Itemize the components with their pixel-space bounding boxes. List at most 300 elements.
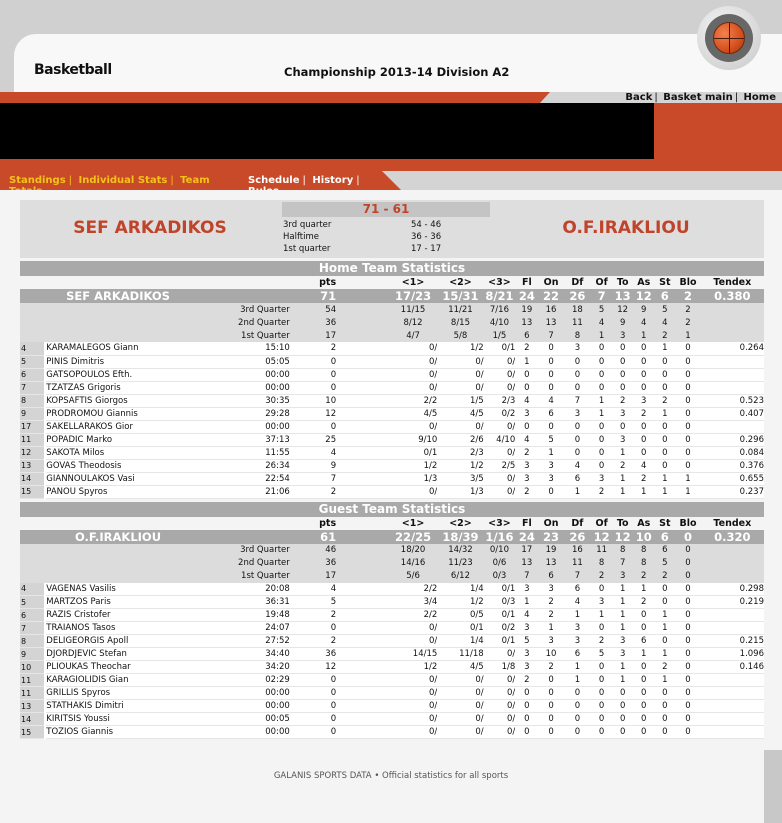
player-minutes: 00:00	[216, 368, 290, 381]
player-number: 14	[20, 472, 45, 485]
banner-accent	[654, 103, 782, 159]
player-stat: 4	[564, 596, 591, 609]
player-stat: 2/3	[437, 446, 483, 459]
player-name[interactable]: KOPSAFTIS Giorgos	[45, 394, 216, 407]
player-stat: 6	[633, 635, 654, 648]
quarter-value: 36	[290, 557, 336, 570]
team-total-value: 71	[290, 289, 336, 303]
player-stat: 2/5	[484, 459, 516, 472]
player-stat: 0	[675, 622, 700, 635]
quarter-summary-row	[20, 544, 764, 557]
player-stat: 6	[564, 472, 591, 485]
player-stat: 2	[290, 609, 336, 622]
quarter-value: 7	[538, 329, 563, 342]
home-link[interactable]: Home	[743, 92, 776, 103]
player-stat	[701, 381, 764, 394]
player-stat: 0/1	[389, 446, 437, 459]
player-name[interactable]: TOZIOS Giannis	[45, 726, 216, 739]
player-stat: 0	[591, 622, 612, 635]
column-header: Of	[591, 276, 612, 289]
quarter-value: 46	[290, 544, 336, 557]
player-stat: 1	[654, 609, 675, 622]
player-name[interactable]: VAGENAS Vasilis	[45, 583, 216, 596]
quarter-label: 2nd Quarter	[45, 557, 289, 570]
player-stat: 0.084	[701, 446, 764, 459]
team-total-value: 12	[612, 530, 633, 544]
quarter-value: 2	[633, 570, 654, 583]
player-name[interactable]: GATSOPOULOS Efth.	[45, 368, 216, 381]
player-stat: 0	[591, 368, 612, 381]
player-stat: 9/10	[389, 433, 437, 446]
player-row[interactable]	[20, 583, 764, 596]
player-stat: 0	[633, 700, 654, 713]
team-total-value: 22/25	[389, 530, 437, 544]
player-stat: 2	[591, 635, 612, 648]
team-total-row	[20, 289, 764, 303]
player-stat: 0/	[437, 713, 483, 726]
player-row[interactable]	[20, 726, 764, 739]
player-stat: 2	[612, 459, 633, 472]
player-stat: 0	[564, 368, 591, 381]
player-stat: 0/	[389, 381, 437, 394]
player-stat: 0	[675, 700, 700, 713]
player-stat: 0	[633, 609, 654, 622]
player-number: 17	[20, 420, 45, 433]
player-stat: 0	[654, 459, 675, 472]
back-link[interactable]: Back	[625, 92, 653, 103]
player-number: 8	[20, 394, 45, 407]
player-stat: 0	[290, 368, 336, 381]
player-minutes: 05:05	[216, 355, 290, 368]
column-header: On	[538, 276, 563, 289]
player-stat: 0	[633, 446, 654, 459]
column-header: Blo	[675, 276, 700, 289]
quarter-value: 11	[591, 544, 612, 557]
player-row[interactable]	[20, 342, 764, 355]
player-stat	[701, 700, 764, 713]
player-row[interactable]	[20, 648, 764, 661]
player-stat: 1	[612, 674, 633, 687]
player-minutes: 00:00	[216, 687, 290, 700]
column-header: <1>	[389, 276, 437, 289]
player-stat	[701, 674, 764, 687]
player-stat: 1	[612, 596, 633, 609]
top-links: Back | Basket main | Home	[625, 92, 776, 103]
player-name[interactable]: TRAIANOS Tasos	[45, 622, 216, 635]
player-number: 15	[20, 726, 45, 739]
quarter-value	[701, 557, 764, 570]
player-minutes: 00:00	[216, 726, 290, 739]
player-stat: 1	[564, 674, 591, 687]
player-stat: 0	[591, 661, 612, 674]
quarter-value: 2	[675, 316, 700, 329]
player-number: 5	[20, 596, 45, 609]
player-stat: 0/1	[484, 583, 516, 596]
player-stat: 0	[538, 713, 563, 726]
player-stat: 1.096	[701, 648, 764, 661]
quarter-value: 5	[591, 303, 612, 316]
player-stat: 1	[675, 472, 700, 485]
player-stat: 0	[633, 661, 654, 674]
nav-history[interactable]: History	[312, 175, 354, 186]
player-stat: 0/	[389, 726, 437, 739]
player-stat: 0/	[484, 485, 516, 498]
player-row[interactable]	[20, 381, 764, 394]
player-stat: 0	[564, 446, 591, 459]
team-total-value: 12	[591, 530, 612, 544]
player-stat: 1/2	[437, 342, 483, 355]
player-stat: 0	[675, 342, 700, 355]
player-stat: 0	[633, 355, 654, 368]
player-name[interactable]: KARAGIOLIDIS Gian	[45, 674, 216, 687]
column-header: pts	[290, 517, 336, 530]
player-name[interactable]: RAZIS Cristofer	[45, 609, 216, 622]
player-stat: 0	[612, 726, 633, 739]
player-name[interactable]: GIANNOULAKOS Vasi	[45, 472, 216, 485]
player-stat: 0/	[484, 355, 516, 368]
quarter-value: 7	[564, 570, 591, 583]
player-stat: 3	[612, 648, 633, 661]
player-stat: 0	[290, 381, 336, 394]
player-stat: 0	[515, 420, 538, 433]
player-name[interactable]: SAKELLARAKOS Gior	[45, 420, 216, 433]
quarter-value: 7	[515, 570, 538, 583]
player-stat: 0	[612, 713, 633, 726]
player-stat	[701, 355, 764, 368]
player-stat: 0	[591, 342, 612, 355]
quarter-value: 13	[515, 557, 538, 570]
player-stat: 0	[591, 446, 612, 459]
player-stat: 0	[591, 583, 612, 596]
player-stat: 0/	[484, 713, 516, 726]
player-stat: 36	[290, 648, 336, 661]
team-total-name: SEF ARKADIKOS	[20, 289, 216, 303]
player-stat: 5	[591, 648, 612, 661]
player-name[interactable]: TZATZAS Grigoris	[45, 381, 216, 394]
player-row[interactable]	[20, 407, 764, 420]
player-stat: 1	[612, 661, 633, 674]
player-stat: 3	[515, 472, 538, 485]
player-stat: 1	[654, 674, 675, 687]
player-name[interactable]: PRODROMOU Giannis	[45, 407, 216, 420]
player-stat: 3	[612, 635, 633, 648]
nav-team-totals[interactable]: Team	[180, 175, 210, 186]
player-stat: 0/	[437, 420, 483, 433]
player-stat: 7	[564, 394, 591, 407]
player-stat: 0	[654, 368, 675, 381]
player-stat	[701, 420, 764, 433]
player-row[interactable]	[20, 472, 764, 485]
quarter-value: 4/10	[484, 316, 516, 329]
quarter-value: 19	[538, 544, 563, 557]
player-minutes: 19:48	[216, 609, 290, 622]
player-name[interactable]: GRILLIS Spyros	[45, 687, 216, 700]
column-header: <3>	[484, 276, 516, 289]
player-name[interactable]: DJORDJEVIC Stefan	[45, 648, 216, 661]
player-stat: 0	[290, 700, 336, 713]
player-number: 5	[20, 355, 45, 368]
final-score: 71 - 61	[282, 202, 490, 217]
column-header-row	[20, 276, 764, 289]
player-stat: 0	[654, 700, 675, 713]
player-name[interactable]: KARAMALEGOS Giann	[45, 342, 216, 355]
column-header: <3>	[484, 517, 516, 530]
player-stat: 2	[654, 661, 675, 674]
quarter-value: 8	[564, 329, 591, 342]
player-row[interactable]	[20, 674, 764, 687]
player-stat: 2	[633, 407, 654, 420]
quarter-value: 7	[612, 557, 633, 570]
player-name[interactable]: GOVAS Theodosis	[45, 459, 216, 472]
team-total-value: 26	[564, 289, 591, 303]
player-row[interactable]	[20, 687, 764, 700]
player-stat: 0/	[484, 648, 516, 661]
player-stat: 0/2	[484, 407, 516, 420]
player-minutes: 37:13	[216, 433, 290, 446]
player-stat: 0	[654, 583, 675, 596]
nav-individual-stats[interactable]: Individual Stats	[78, 175, 168, 186]
player-stat: 0	[591, 713, 612, 726]
player-stat: 4	[515, 394, 538, 407]
column-header: Fl	[515, 517, 538, 530]
player-name[interactable]: SAKOTA Milos	[45, 446, 216, 459]
player-stat: 3	[538, 459, 563, 472]
nav-schedule[interactable]: Schedule	[248, 175, 300, 186]
player-stat: 2	[290, 635, 336, 648]
player-name[interactable]: PINIS Dimitris	[45, 355, 216, 368]
player-minutes: 00:00	[216, 700, 290, 713]
column-header: Blo	[675, 517, 700, 530]
player-row[interactable]	[20, 433, 764, 446]
player-stat: 0/	[389, 713, 437, 726]
player-row[interactable]	[20, 420, 764, 433]
player-stat: 0	[633, 674, 654, 687]
quarter-value: 8	[633, 557, 654, 570]
team-total-value: 8/21	[485, 289, 514, 303]
player-stat: 0	[538, 381, 563, 394]
player-stat: 0	[675, 446, 700, 459]
player-row[interactable]	[20, 394, 764, 407]
player-name[interactable]: KIRITSIS Youssi	[45, 713, 216, 726]
player-minutes: 26:34	[216, 459, 290, 472]
player-stat: 0/	[389, 420, 437, 433]
guest-stats-table	[20, 517, 764, 740]
player-stat: 0/2	[484, 622, 516, 635]
player-stat: 4	[538, 394, 563, 407]
scoreboard: SEF ARKADIKOS 71 - 61 3rd quarter 54 - 46 Halftime 36 - 36 1st quarter 17 - 17 O.F.IRAKLIOU	[20, 200, 764, 258]
player-stat: 0.655	[701, 472, 764, 485]
player-name[interactable]: DELIGEORGIS Apoll	[45, 635, 216, 648]
quarter-value: 4	[633, 316, 654, 329]
player-number: 6	[20, 609, 45, 622]
player-stat: 0/	[437, 726, 483, 739]
sport-logo	[697, 6, 761, 70]
player-row[interactable]	[20, 622, 764, 635]
player-stat: 5	[515, 635, 538, 648]
player-stat	[701, 368, 764, 381]
player-name[interactable]: MARTZOS Paris	[45, 596, 216, 609]
header-panel	[14, 34, 782, 92]
quarter-label: 3rd Quarter	[45, 303, 289, 316]
basket-main-link[interactable]: Basket main	[663, 92, 733, 103]
player-name[interactable]: PLIOUKAS Theochar	[45, 661, 216, 674]
player-row[interactable]	[20, 355, 764, 368]
player-stat: 3	[515, 648, 538, 661]
player-stat: 0	[612, 355, 633, 368]
player-minutes: 11:55	[216, 446, 290, 459]
player-stat: 1	[591, 394, 612, 407]
player-stat: 0.219	[701, 596, 764, 609]
player-stat: 0	[654, 596, 675, 609]
player-stat: 4/5	[437, 407, 483, 420]
player-stat: 0/	[484, 726, 516, 739]
team-total-value: 1/16	[485, 529, 514, 544]
player-stat: 0	[633, 713, 654, 726]
column-header: To	[612, 276, 633, 289]
player-name[interactable]: STATHAKIS Dimitri	[45, 700, 216, 713]
player-stat: 0	[290, 726, 336, 739]
player-stat: 0	[675, 459, 700, 472]
player-stat: 0	[675, 583, 700, 596]
column-header: Df	[564, 517, 591, 530]
player-stat: 3	[515, 622, 538, 635]
player-stat: 0/	[437, 687, 483, 700]
player-stat: 0	[612, 368, 633, 381]
player-stat: 2	[612, 394, 633, 407]
player-stat: 0/1	[484, 342, 516, 355]
player-stat: 1	[654, 407, 675, 420]
player-stat: 0	[612, 687, 633, 700]
player-row[interactable]	[20, 446, 764, 459]
quarter-value: 4	[654, 316, 675, 329]
basketball-icon	[713, 22, 745, 54]
player-stat: 0	[515, 381, 538, 394]
quarter-value	[701, 570, 764, 583]
player-stat: 0/	[389, 674, 437, 687]
quarter-value: 6	[538, 570, 563, 583]
player-stat: 1	[564, 661, 591, 674]
player-stat: 2	[591, 485, 612, 498]
quarter-value: 17	[515, 544, 538, 557]
player-stat: 0/1	[484, 635, 516, 648]
player-minutes: 00:00	[216, 420, 290, 433]
player-stat: 0/1	[437, 622, 483, 635]
player-stat: 12	[290, 407, 336, 420]
player-row[interactable]	[20, 713, 764, 726]
player-row[interactable]	[20, 485, 764, 498]
player-stat: 10	[290, 394, 336, 407]
quarter-value: 2	[591, 570, 612, 583]
player-stat: 0	[515, 700, 538, 713]
player-stat: 0	[675, 596, 700, 609]
home-stats-table	[20, 276, 764, 499]
player-stat: 0	[591, 420, 612, 433]
player-stat: 4	[290, 583, 336, 596]
guest-team-name: O.F.IRAKLIOU	[562, 218, 690, 238]
player-stat: 2	[515, 485, 538, 498]
column-header: Tendex	[701, 276, 764, 289]
quarter-value: 12	[612, 303, 633, 316]
player-stat: 9	[290, 459, 336, 472]
player-stat: 3	[633, 394, 654, 407]
player-name[interactable]: POPADIC Marko	[45, 433, 216, 446]
player-stat: 0	[675, 713, 700, 726]
player-stat: 0/	[484, 687, 516, 700]
player-stat: 2/6	[437, 433, 483, 446]
player-stat: 1/2	[437, 459, 483, 472]
player-stat: 0/	[484, 472, 516, 485]
quarter-value: 8/12	[389, 316, 437, 329]
quarter-summary-row	[20, 557, 764, 570]
player-stat: 0/	[389, 687, 437, 700]
player-stat: 0.407	[701, 407, 764, 420]
guest-section-header: Guest Team Statistics	[20, 502, 764, 517]
player-name[interactable]: PANOU Spyros	[45, 485, 216, 498]
team-total-value: 22	[538, 289, 563, 303]
column-header: <2>	[437, 517, 483, 530]
player-row[interactable]	[20, 459, 764, 472]
player-stat: 3	[612, 433, 633, 446]
quarter-value: 6	[654, 544, 675, 557]
player-stat: 1	[654, 342, 675, 355]
player-stat: 2	[633, 472, 654, 485]
player-row[interactable]	[20, 700, 764, 713]
player-minutes: 34:20	[216, 661, 290, 674]
column-header: Fl	[515, 276, 538, 289]
player-row[interactable]	[20, 596, 764, 609]
player-stat: 6	[538, 407, 563, 420]
nav-accent-bar	[0, 159, 782, 171]
player-stat: 1	[515, 596, 538, 609]
player-minutes: 00:00	[216, 381, 290, 394]
player-row[interactable]	[20, 661, 764, 674]
nav-info-menu: Schedule | History |	[236, 171, 382, 190]
quarter-value: 1	[675, 329, 700, 342]
column-header: As	[633, 276, 654, 289]
quarter-value: 3	[612, 329, 633, 342]
player-row[interactable]	[20, 635, 764, 648]
player-row[interactable]	[20, 609, 764, 622]
player-stat: 0/	[437, 700, 483, 713]
player-stat: 3/5	[437, 472, 483, 485]
player-row[interactable]	[20, 368, 764, 381]
player-stat: 2/2	[389, 394, 437, 407]
player-number: 8	[20, 635, 45, 648]
team-total-value: 0.320	[701, 530, 764, 544]
player-stat: 5	[538, 433, 563, 446]
player-stat: 0	[538, 674, 563, 687]
player-stat: 0/	[389, 622, 437, 635]
player-stat: 0	[654, 713, 675, 726]
player-stat: 0	[564, 433, 591, 446]
player-stat: 0.296	[701, 433, 764, 446]
player-stat: 0	[675, 635, 700, 648]
column-header: <2>	[437, 276, 483, 289]
player-stat: 0	[290, 420, 336, 433]
player-number: 13	[20, 459, 45, 472]
nav-standings[interactable]: Standings	[9, 175, 66, 186]
player-number: 11	[20, 687, 45, 700]
column-header: As	[633, 517, 654, 530]
team-total-value: 26	[564, 530, 591, 544]
quarter-value: 5/6	[389, 570, 437, 583]
player-stat: 2	[515, 342, 538, 355]
player-stat: 1	[515, 355, 538, 368]
player-stat: 3	[591, 596, 612, 609]
player-stat: 10	[538, 648, 563, 661]
player-number: 4	[20, 342, 45, 355]
player-stat: 0/	[484, 368, 516, 381]
